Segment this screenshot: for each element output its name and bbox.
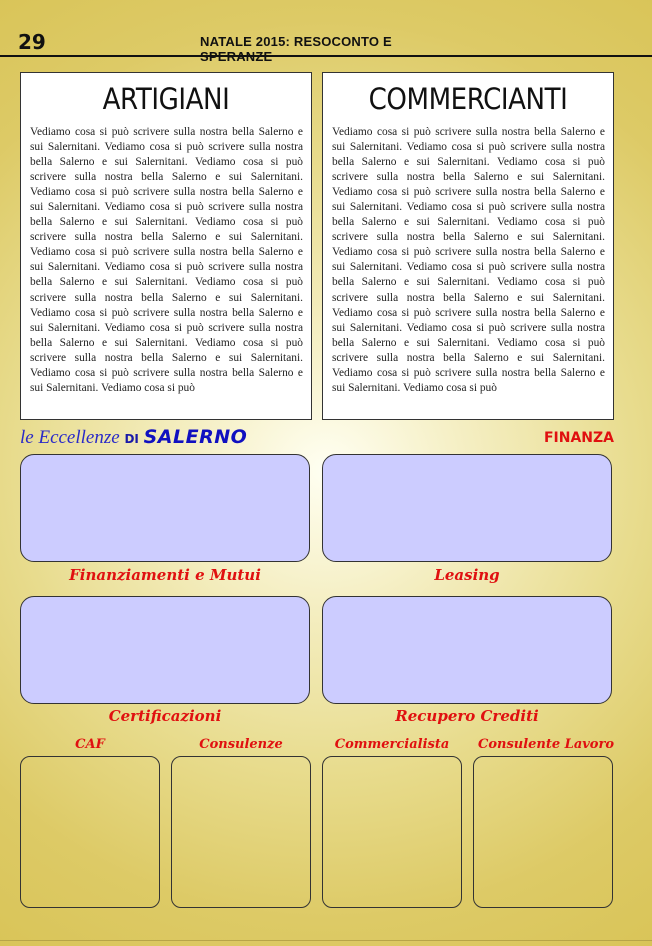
label-commercialista: Commercialista	[334, 737, 450, 752]
section-heading	[20, 426, 247, 449]
box-consulenze	[171, 756, 311, 908]
category-finanza: FINANZA	[543, 430, 614, 446]
label-leasing: Leasing	[434, 566, 500, 584]
column-artigiani	[20, 72, 312, 420]
column-title-artigiani: ARTIGIANI	[102, 82, 230, 116]
column-body-commercianti: Vediamo cosa si può scrivere sulla nostra bella Salerno e sui Salernitani. Vediamo cosa si può scrivere sulla nostra bella Salerno e sui Salernitani. Vediamo cosa si può scrivere sulla nostra bella Salerno e sui Salernitani. Vediamo cosa si può scrivere sulla nostra bella Salerno e sui Salernitani. Vediamo cosa si può scrivere sulla nostra bella Salerno e sui Salernitani. Vediamo cosa si può scrivere sulla nostra bella Salerno e sui Salernitani. Vediamo cosa si può scrivere sulla nostra bella Salerno e sui Salernitani. Vediamo cosa si può scrivere sulla nostra bella Salerno e sui Salernitani. Vediamo cosa si può scrivere sulla nostra bella Salerno e sui Salernitani. Vediamo cosa si può scrivere sulla nostra bella Salerno e sui Salernitani. Vediamo cosa si può scrivere sulla nostra bella Salerno e sui Salernitani. Vediamo cosa si può scrivere sulla nostra bella Salerno e sui Salernitani. Vediamo cosa si può scrivere sulla nostra bella Salerno e sui Salernitani. Vediamo cosa si può	[332, 126, 605, 394]
box-finanziamenti	[20, 454, 310, 562]
label-consulente-lavoro: Consulente Lavoro	[477, 737, 614, 752]
box-certificazioni	[20, 596, 310, 704]
label-finanziamenti: Finanziamenti e Mutui	[69, 566, 261, 584]
label-recupero-crediti: Recupero Crediti	[395, 707, 539, 725]
header-divider	[0, 55, 652, 57]
label-consulenze: Consulenze	[199, 737, 283, 752]
box-recupero-crediti	[322, 596, 612, 704]
column-title-commercianti: COMMERCIANTI	[368, 82, 568, 116]
column-commercianti	[322, 72, 614, 420]
page-number: 29	[18, 30, 46, 54]
section-prefix: le Eccellenze	[20, 427, 120, 448]
page-header-title: NATALE 2015: RESOCONTO E	[200, 34, 392, 49]
box-consulente-lavoro	[473, 756, 613, 908]
box-caf	[20, 756, 160, 908]
box-commercialista	[322, 756, 462, 908]
section-city: SALERNO	[143, 426, 248, 448]
label-certificazioni: Certificazioni	[108, 707, 222, 725]
column-body-artigiani: Vediamo cosa si può scrivere sulla nostra bella Salerno e sui Salernitani. Vediamo cosa si può scrivere sulla nostra bella Salerno e sui Salernitani. Vediamo cosa si può scrivere sulla nostra bella Salerno e sui Salernitani. Vediamo cosa si può scrivere sulla nostra bella Salerno e sui Salernitani. Vediamo cosa si può scrivere sulla nostra bella Salerno e sui Salernitani. Vediamo cosa si può scrivere sulla nostra bella Salerno e sui Salernitani. Vediamo cosa si può scrivere sulla nostra bella Salerno e sui Salernitani. Vediamo cosa si può scrivere sulla nostra bella Salerno e sui Salernitani. Vediamo cosa si può scrivere sulla nostra bella Salerno e sui Salernitani. Vediamo cosa si può scrivere sulla nostra bella Salerno e sui Salernitani. Vediamo cosa si può scrivere sulla nostra bella Salerno e sui Salernitani. Vediamo cosa si può scrivere sulla nostra bella Salerno e sui Salernitani. Vediamo cosa si può scrivere sulla nostra bella Salerno e sui Salernitani. Vediamo cosa si può	[30, 126, 303, 394]
label-caf: CAF	[75, 737, 105, 752]
box-leasing	[322, 454, 612, 562]
footer-divider	[0, 940, 652, 941]
section-di: DI	[124, 432, 139, 446]
